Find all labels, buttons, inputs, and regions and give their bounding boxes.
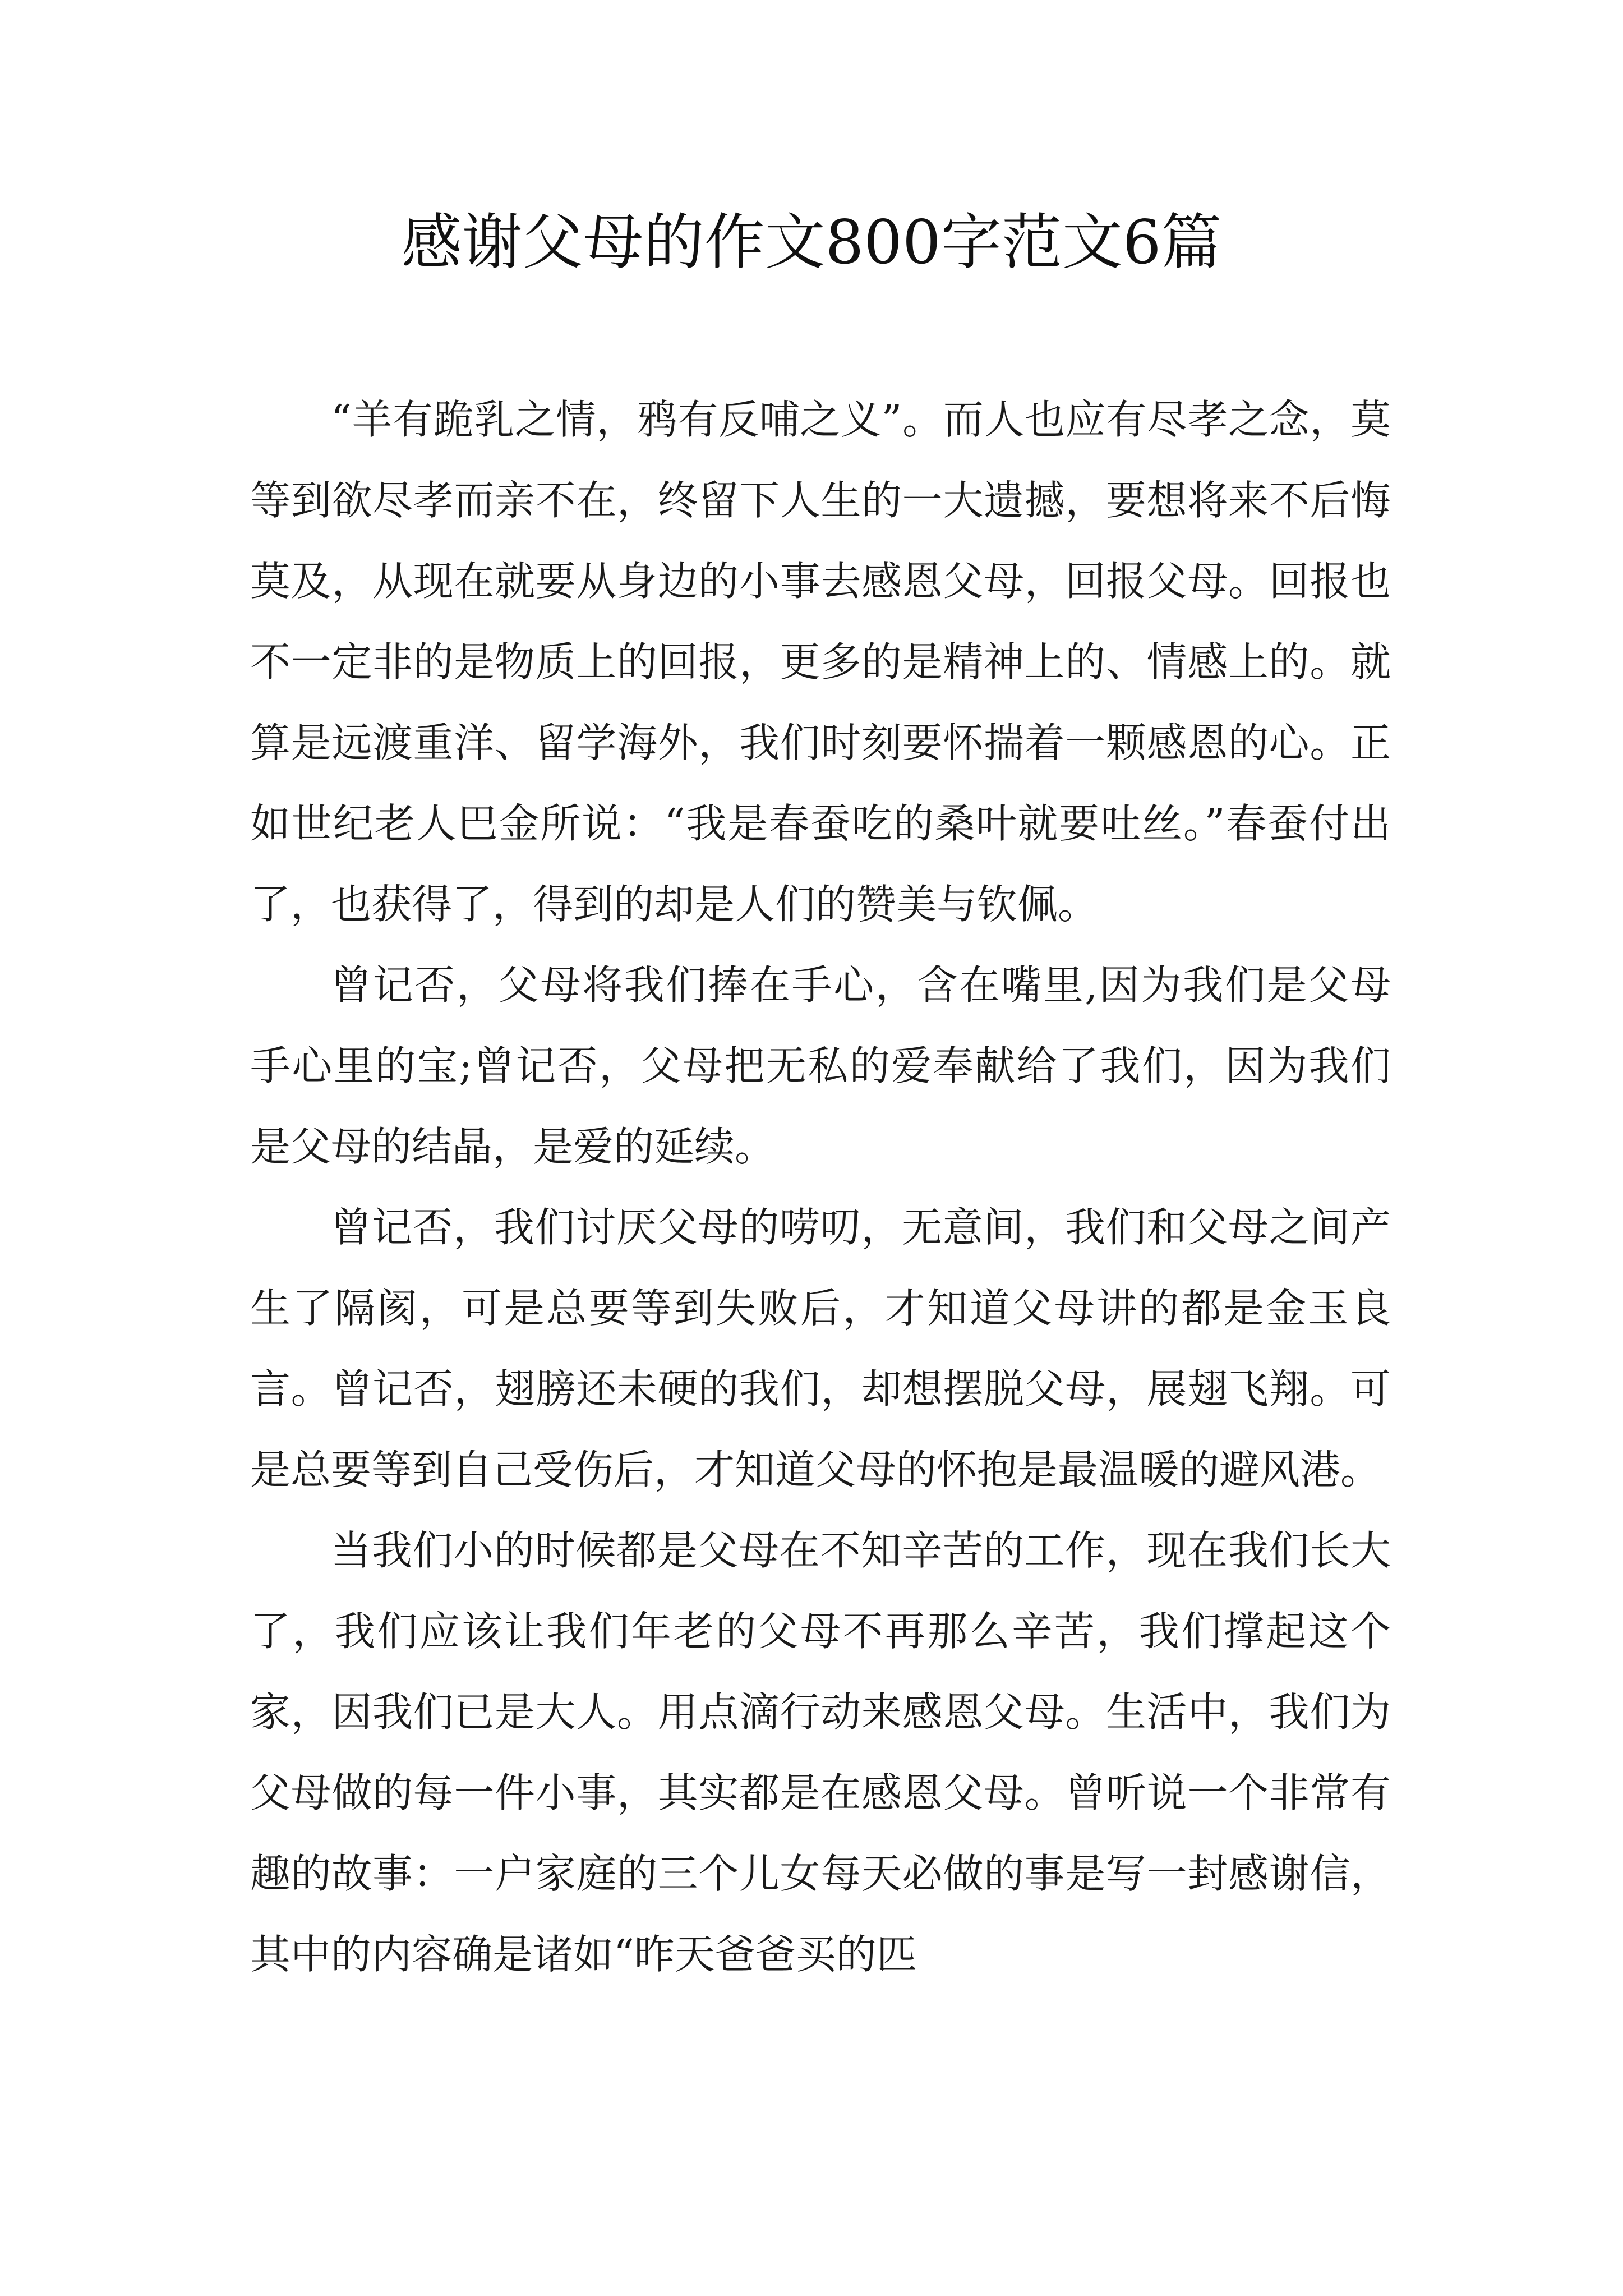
paragraph-1: “羊有跪乳之情，鸦有反哺之义”。而人也应有尽孝之念，莫等到欲尽孝而亲不在，终留下人生的一大遗撼，要想将来不后悔莫及，从现在就要从身边的小事去感恩父母，回报父母。回报也不一定非的是物质上的回报，更多的是精神上的、情感上的。就算是远渡重洋、留学海外，我们时刻要怀揣着一颗感恩的心。正如世纪老人巴金所说：“我是春蚕吃的桑叶就要吐丝。”春蚕付出了，也获得了，得到的却是人们的赞美与钦佩。 (250, 396, 1391, 928)
paragraph-3: 曾记否，我们讨厌父母的唠叨，无意间，我们和父母之间产生了隔阂，可是总要等到失败后，才知道父母讲的都是金玉良言。曾记否，翅膀还未硬的我们，却想摆脱父母，展翅飞翔。可是总要等到自己受伤后，才知道父母的怀抱是最温暖的避风港。 (250, 1204, 1391, 1493)
document-body (250, 379, 1391, 1995)
document-title: 感谢父母的作文800字范文6篇 (401, 208, 1222, 278)
paragraph-2: 曾记否，父母将我们捧在手心，含在嘴里,因为我们是父母手心里的宝;曾记否，父母把无私的爱奉献给了我们，因为我们是父母的结晶，是爱的延续。 (250, 961, 1391, 1170)
paragraph-4: 当我们小的时候都是父母在不知辛苦的工作，现在我们长大了，我们应该让我们年老的父母不再那么辛苦，我们撑起这个家，因我们已是大人。用点滴行动来感恩父母。生活中，我们为父母做的每一件小事，其实都是在感恩父母。曾听说一个非常有趣的故事：一户家庭的三个儿女每天必做的事是写一封感谢信，其中的内容确是诸如“昨天爸爸买的匹 (250, 1527, 1391, 1978)
